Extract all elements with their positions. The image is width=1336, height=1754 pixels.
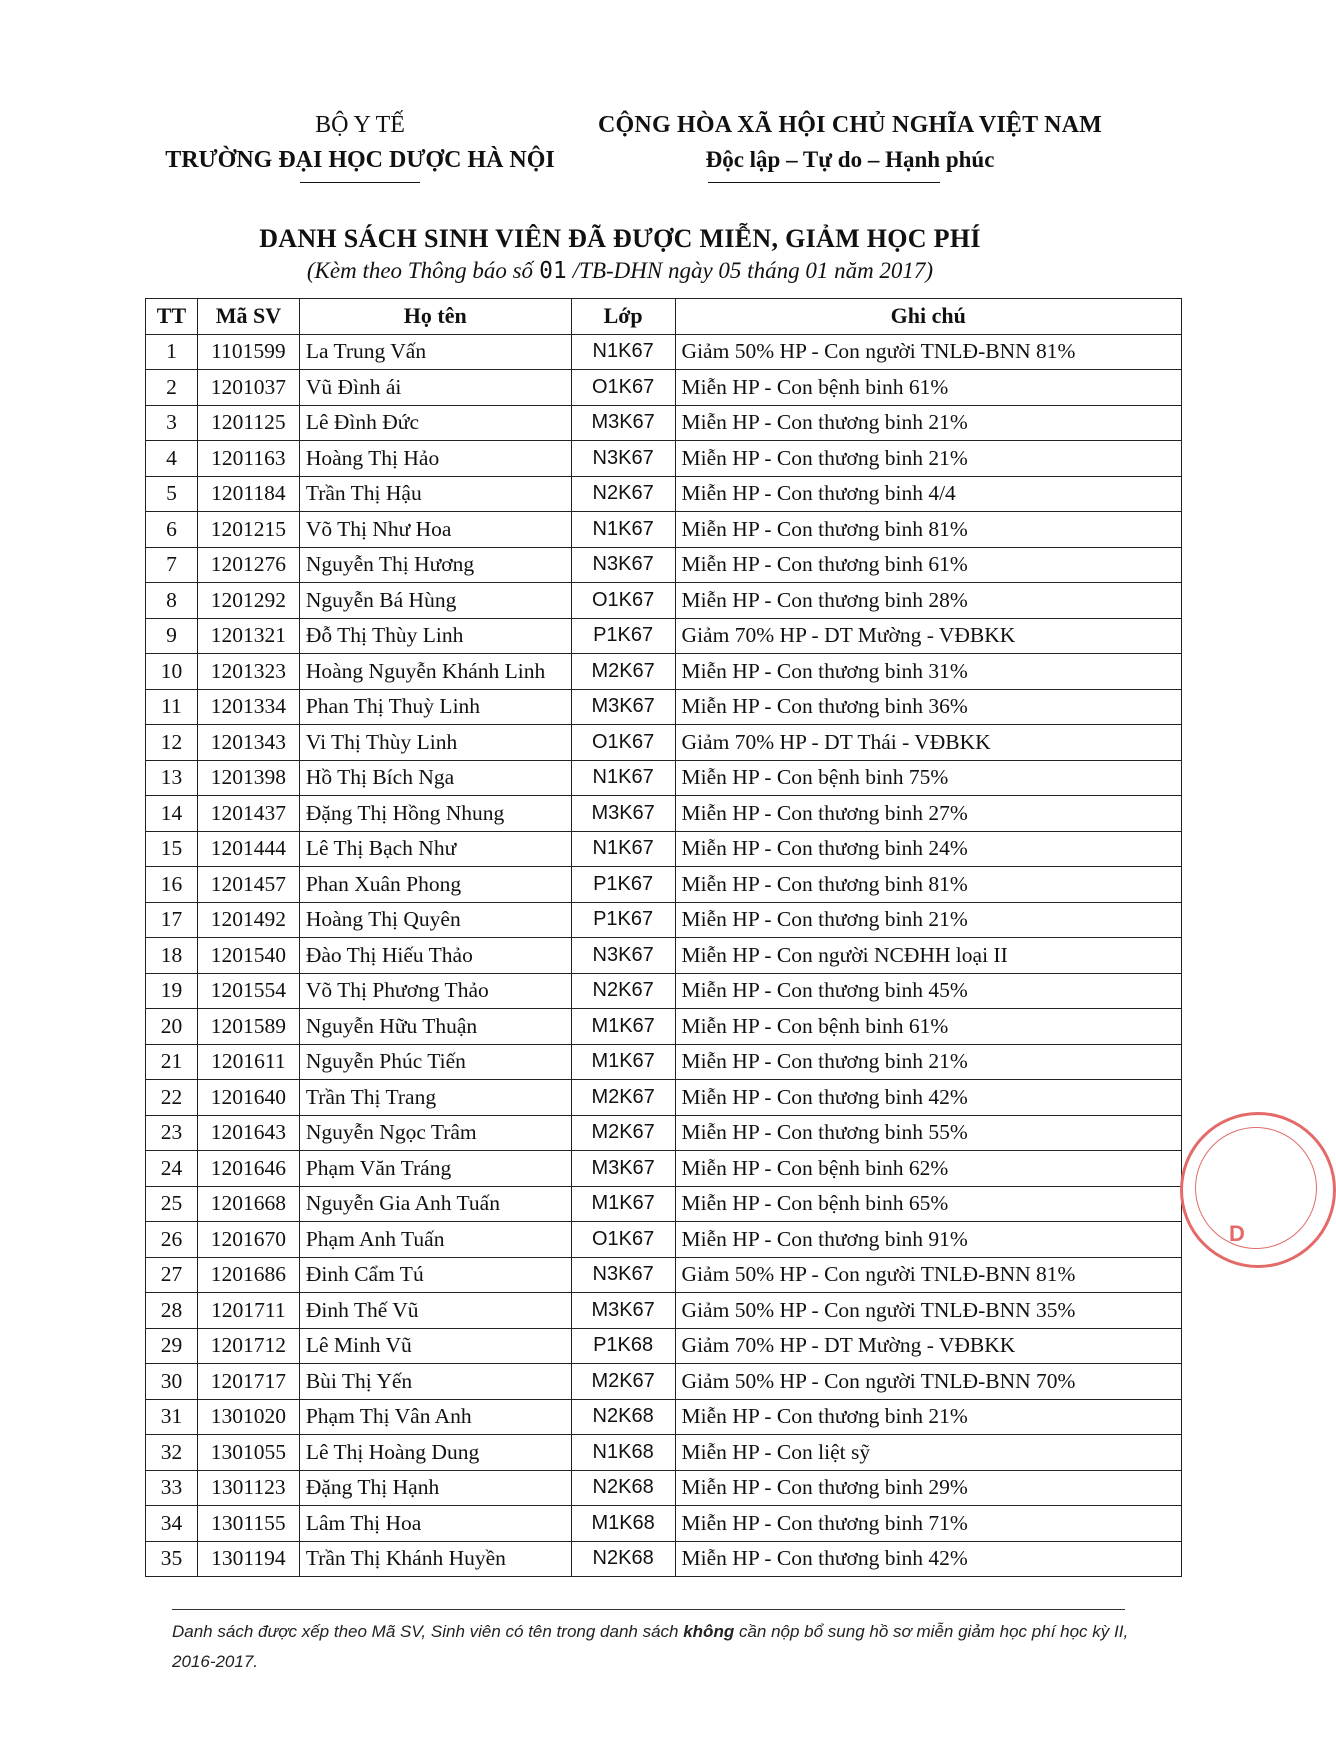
student-id-cell: 1201643 [197,1115,299,1151]
header-right [580,108,1120,176]
exemption-note-cell: Miễn HP - Con thương binh 55% [675,1115,1181,1151]
row-number-cell: 22 [146,1080,198,1116]
table-row [146,334,1182,370]
class-code-cell: N2K67 [571,973,675,1009]
student-id-cell: 1201276 [197,547,299,583]
student-name-cell: Phan Xuân Phong [299,867,571,903]
exemption-note-cell: Miễn HP - Con thương binh 21% [675,441,1181,477]
footnote-text-start: Danh sách được xếp theo Mã SV, Sinh viên có tên trong danh sách [172,1622,684,1641]
exemption-note-cell: Miễn HP - Con thương binh 36% [675,689,1181,725]
row-number-cell: 2 [146,370,198,406]
table-row [146,689,1182,725]
row-number-cell: 4 [146,441,198,477]
row-number-cell: 13 [146,760,198,796]
exemption-note-cell: Giảm 50% HP - Con người TNLĐ-BNN 81% [675,1257,1181,1293]
student-name-cell: Nguyễn Bá Hùng [299,583,571,619]
column-header-tt: TT [146,299,198,335]
student-id-cell: 1301155 [197,1506,299,1542]
row-number-cell: 31 [146,1399,198,1435]
national-motto: Độc lập – Tự do – Hạnh phúc [705,146,995,172]
row-number-cell: 7 [146,547,198,583]
student-id-cell: 1201711 [197,1293,299,1329]
student-id-cell: 1301194 [197,1541,299,1577]
exemption-note-cell: Miễn HP - Con thương binh 27% [675,796,1181,832]
row-number-cell: 32 [146,1435,198,1471]
table-row [146,370,1182,406]
column-header-note: Ghi chú [675,299,1181,335]
row-number-cell: 29 [146,1328,198,1364]
row-number-cell: 33 [146,1470,198,1506]
student-id-cell: 1201611 [197,1044,299,1080]
row-number-cell: 25 [146,1186,198,1222]
class-code-cell: P1K67 [571,867,675,903]
student-name-cell: Phạm Văn Tráng [299,1151,571,1187]
column-header-class: Lớp [571,299,675,335]
table-row [146,1009,1182,1045]
class-code-cell: M3K67 [571,796,675,832]
student-id-cell: 1101599 [197,334,299,370]
table-row [146,1186,1182,1222]
student-name-cell: Vũ Đình ái [299,370,571,406]
subtitle-prefix: (Kèm theo Thông báo số [306,258,534,283]
row-number-cell: 21 [146,1044,198,1080]
row-number-cell: 11 [146,689,198,725]
table-row [146,1435,1182,1471]
row-number-cell: 27 [146,1257,198,1293]
table-row [146,938,1182,974]
school-name: TRƯỜNG ĐẠI HỌC DƯỢC HÀ NỘI [165,146,555,173]
exemption-note-cell: Miễn HP - Con thương binh 81% [675,867,1181,903]
exemption-note-cell: Miễn HP - Con thương binh 42% [675,1080,1181,1116]
column-header-student-id: Mã SV [197,299,299,335]
class-code-cell: N1K67 [571,334,675,370]
table-row [146,583,1182,619]
student-name-cell: Nguyễn Gia Anh Tuấn [299,1186,571,1222]
student-name-cell: Phạm Thị Vân Anh [299,1399,571,1435]
row-number-cell: 35 [146,1541,198,1577]
student-name-cell: Nguyễn Thị Hương [299,547,571,583]
row-number-cell: 24 [146,1151,198,1187]
footnote-emphasis: không [683,1622,735,1641]
student-name-cell: Lê Đình Đức [299,405,571,441]
header-left [150,108,570,178]
class-code-cell: O1K67 [571,725,675,761]
table-header-row [146,299,1182,335]
header-right-underline [708,182,940,183]
student-name-cell: Bùi Thị Yến [299,1364,571,1400]
class-code-cell: M2K67 [571,654,675,690]
exemption-note-cell: Miễn HP - Con thương binh 29% [675,1470,1181,1506]
student-name-cell: Nguyễn Hữu Thuận [299,1009,571,1045]
footnote-text-end: cần nộp bổ sung hồ sơ miễn giảm học phí học kỳ II, 2016-2017. [172,1622,1129,1671]
row-number-cell: 26 [146,1222,198,1258]
student-name-cell: Hoàng Thị Hảo [299,441,571,477]
column-header-full-name: Họ tên [299,299,571,335]
class-code-cell: M1K68 [571,1506,675,1542]
class-code-cell: M1K67 [571,1186,675,1222]
exemption-note-cell: Miễn HP - Con thương binh 71% [675,1506,1181,1542]
table-row [146,1151,1182,1187]
row-number-cell: 5 [146,476,198,512]
exemption-note-cell: Giảm 50% HP - Con người TNLĐ-BNN 35% [675,1293,1181,1329]
student-name-cell: Đặng Thị Hạnh [299,1470,571,1506]
student-name-cell: Trần Thị Khánh Huyền [299,1541,571,1577]
table-row [146,831,1182,867]
student-id-cell: 1201457 [197,867,299,903]
exemption-note-cell: Miễn HP - Con bệnh binh 62% [675,1151,1181,1187]
student-name-cell: Lâm Thị Hoa [299,1506,571,1542]
table-row [146,1541,1182,1577]
row-number-cell: 14 [146,796,198,832]
exemption-note-cell: Miễn HP - Con bệnh binh 61% [675,370,1181,406]
table-row [146,1257,1182,1293]
student-name-cell: Đinh Thế Vũ [299,1293,571,1329]
student-id-cell: 1201125 [197,405,299,441]
exemption-note-cell: Miễn HP - Con bệnh binh 75% [675,760,1181,796]
row-number-cell: 15 [146,831,198,867]
row-number-cell: 20 [146,1009,198,1045]
student-id-cell: 1201589 [197,1009,299,1045]
table-row [146,547,1182,583]
student-id-cell: 1201292 [197,583,299,619]
student-name-cell: Đặng Thị Hồng Nhung [299,796,571,832]
student-name-cell: Võ Thị Phương Thảo [299,973,571,1009]
class-code-cell: M2K67 [571,1080,675,1116]
table-row [146,1222,1182,1258]
class-code-cell: N3K67 [571,441,675,477]
class-code-cell: N3K67 [571,547,675,583]
row-number-cell: 3 [146,405,198,441]
table-row [146,760,1182,796]
student-name-cell: Lê Thị Hoàng Dung [299,1435,571,1471]
row-number-cell: 23 [146,1115,198,1151]
exemption-note-cell: Miễn HP - Con bệnh binh 65% [675,1186,1181,1222]
student-name-cell: Đỗ Thị Thùy Linh [299,618,571,654]
exemption-note-cell: Miễn HP - Con thương binh 91% [675,1222,1181,1258]
document-title: DANH SÁCH SINH VIÊN ĐÃ ĐƯỢC MIỄN, GIẢM HỌC PHÍ [259,224,981,253]
seal-letter: D [1229,1221,1245,1246]
student-id-cell: 1201398 [197,760,299,796]
student-id-cell: 1201670 [197,1222,299,1258]
class-code-cell: N1K67 [571,760,675,796]
class-code-cell: M1K67 [571,1044,675,1080]
nation-name: CỘNG HÒA XÃ HỘI CHỦ NGHĨA VIỆT NAM [598,112,1102,138]
seal-inner-ring [1195,1127,1317,1249]
table-row [146,1506,1182,1542]
row-number-cell: 10 [146,654,198,690]
table-row [146,654,1182,690]
student-id-cell: 1201640 [197,1080,299,1116]
student-name-cell: Hoàng Nguyễn Khánh Linh [299,654,571,690]
student-id-cell: 1201668 [197,1186,299,1222]
official-seal [1180,1112,1336,1268]
student-id-cell: 1201037 [197,370,299,406]
student-id-cell: 1201343 [197,725,299,761]
table-body [146,334,1182,1577]
row-number-cell: 28 [146,1293,198,1329]
class-code-cell: P1K68 [571,1328,675,1364]
row-number-cell: 30 [146,1364,198,1400]
table-row [146,1293,1182,1329]
student-id-cell: 1201334 [197,689,299,725]
student-id-cell: 1201540 [197,938,299,974]
table-row [146,441,1182,477]
table-row [146,867,1182,903]
exemption-note-cell: Miễn HP - Con thương binh 21% [675,1399,1181,1435]
class-code-cell: P1K67 [571,902,675,938]
student-name-cell: Đào Thị Hiếu Thảo [299,938,571,974]
exemption-note-cell: Miễn HP - Con thương binh 21% [675,902,1181,938]
exemption-note-cell: Giảm 70% HP - DT Mường - VĐBKK [675,618,1181,654]
table-row [146,796,1182,832]
exemption-note-cell: Miễn HP - Con thương binh 81% [675,512,1181,548]
exemption-note-cell: Miễn HP - Con thương binh 21% [675,405,1181,441]
row-number-cell: 1 [146,334,198,370]
class-code-cell: M3K67 [571,689,675,725]
exemption-note-cell: Miễn HP - Con thương binh 28% [675,583,1181,619]
student-table [145,298,1182,1577]
student-name-cell: Lê Minh Vũ [299,1328,571,1364]
student-id-cell: 1201215 [197,512,299,548]
class-code-cell: M3K67 [571,1151,675,1187]
class-code-cell: N2K68 [571,1470,675,1506]
table-row [146,1364,1182,1400]
exemption-note-cell: Giảm 70% HP - DT Mường - VĐBKK [675,1328,1181,1364]
class-code-cell: N2K67 [571,476,675,512]
student-name-cell: Lê Thị Bạch Như [299,831,571,867]
exemption-note-cell: Miễn HP - Con thương binh 31% [675,654,1181,690]
student-id-cell: 1301055 [197,1435,299,1471]
student-name-cell: Hồ Thị Bích Nga [299,760,571,796]
exemption-note-cell: Miễn HP - Con thương binh 4/4 [675,476,1181,512]
student-name-cell: Trần Thị Hậu [299,476,571,512]
document-subtitle [0,258,1240,284]
exemption-note-cell: Miễn HP - Con thương binh 45% [675,973,1181,1009]
student-id-cell: 1201492 [197,902,299,938]
row-number-cell: 12 [146,725,198,761]
table-row [146,512,1182,548]
row-number-cell: 18 [146,938,198,974]
table-row [146,1080,1182,1116]
student-id-cell: 1201646 [197,1151,299,1187]
class-code-cell: M2K67 [571,1364,675,1400]
student-name-cell: Phan Thị Thuỳ Linh [299,689,571,725]
class-code-cell: N2K68 [571,1541,675,1577]
footnote-divider [172,1609,1125,1610]
student-name-cell: Hoàng Thị Quyên [299,902,571,938]
class-code-cell: M3K67 [571,1293,675,1329]
class-code-cell: N1K67 [571,512,675,548]
class-code-cell: N1K67 [571,831,675,867]
student-name-cell: Vi Thị Thùy Linh [299,725,571,761]
footnote [172,1617,1132,1677]
ministry-name: BỘ Y TẾ [315,112,405,138]
student-id-cell: 1201321 [197,618,299,654]
table-row [146,476,1182,512]
class-code-cell: O1K67 [571,583,675,619]
student-id-cell: 1301123 [197,1470,299,1506]
table-row [146,725,1182,761]
class-code-cell: N1K68 [571,1435,675,1471]
student-name-cell: Phạm Anh Tuấn [299,1222,571,1258]
row-number-cell: 8 [146,583,198,619]
class-code-cell: O1K67 [571,1222,675,1258]
class-code-cell: O1K67 [571,370,675,406]
row-number-cell: 19 [146,973,198,1009]
table-row [146,618,1182,654]
table-row [146,973,1182,1009]
student-name-cell: Đinh Cẩm Tú [299,1257,571,1293]
table-row [146,1470,1182,1506]
row-number-cell: 6 [146,512,198,548]
table-row [146,1328,1182,1364]
table-row [146,1115,1182,1151]
class-code-cell: N3K67 [571,938,675,974]
exemption-note-cell: Miễn HP - Con thương binh 24% [675,831,1181,867]
student-id-cell: 1201717 [197,1364,299,1400]
row-number-cell: 9 [146,618,198,654]
class-code-cell: M3K67 [571,405,675,441]
student-name-cell: La Trung Vấn [299,334,571,370]
row-number-cell: 16 [146,867,198,903]
student-id-cell: 1201686 [197,1257,299,1293]
exemption-note-cell: Miễn HP - Con thương binh 42% [675,1541,1181,1577]
student-id-cell: 1201184 [197,476,299,512]
student-id-cell: 1201323 [197,654,299,690]
student-name-cell: Trần Thị Trang [299,1080,571,1116]
exemption-note-cell: Giảm 70% HP - DT Thái - VĐBKK [675,725,1181,761]
class-code-cell: N3K67 [571,1257,675,1293]
row-number-cell: 17 [146,902,198,938]
exemption-note-cell: Miễn HP - Con người NCĐHH loại II [675,938,1181,974]
class-code-cell: P1K67 [571,618,675,654]
handwritten-notice-number: 01 [539,258,567,284]
subtitle-suffix: /TB-DHN ngày 05 tháng 01 năm 2017) [572,258,934,283]
table-row [146,1399,1182,1435]
exemption-note-cell: Miễn HP - Con liệt sỹ [675,1435,1181,1471]
student-id-cell: 1201712 [197,1328,299,1364]
table-row [146,405,1182,441]
exemption-note-cell: Miễn HP - Con thương binh 61% [675,547,1181,583]
student-id-cell: 1201444 [197,831,299,867]
table-row [146,902,1182,938]
row-number-cell: 34 [146,1506,198,1542]
student-name-cell: Võ Thị Như Hoa [299,512,571,548]
header-left-underline [300,182,420,183]
student-id-cell: 1201437 [197,796,299,832]
class-code-cell: N2K68 [571,1399,675,1435]
student-id-cell: 1201554 [197,973,299,1009]
table-row [146,1044,1182,1080]
exemption-note-cell: Giảm 50% HP - Con người TNLĐ-BNN 81% [675,334,1181,370]
exemption-note-cell: Miễn HP - Con bệnh binh 61% [675,1009,1181,1045]
student-id-cell: 1301020 [197,1399,299,1435]
student-name-cell: Nguyễn Phúc Tiến [299,1044,571,1080]
student-id-cell: 1201163 [197,441,299,477]
student-name-cell: Nguyễn Ngọc Trâm [299,1115,571,1151]
class-code-cell: M2K67 [571,1115,675,1151]
exemption-note-cell: Miễn HP - Con thương binh 21% [675,1044,1181,1080]
class-code-cell: M1K67 [571,1009,675,1045]
exemption-note-cell: Giảm 50% HP - Con người TNLĐ-BNN 70% [675,1364,1181,1400]
